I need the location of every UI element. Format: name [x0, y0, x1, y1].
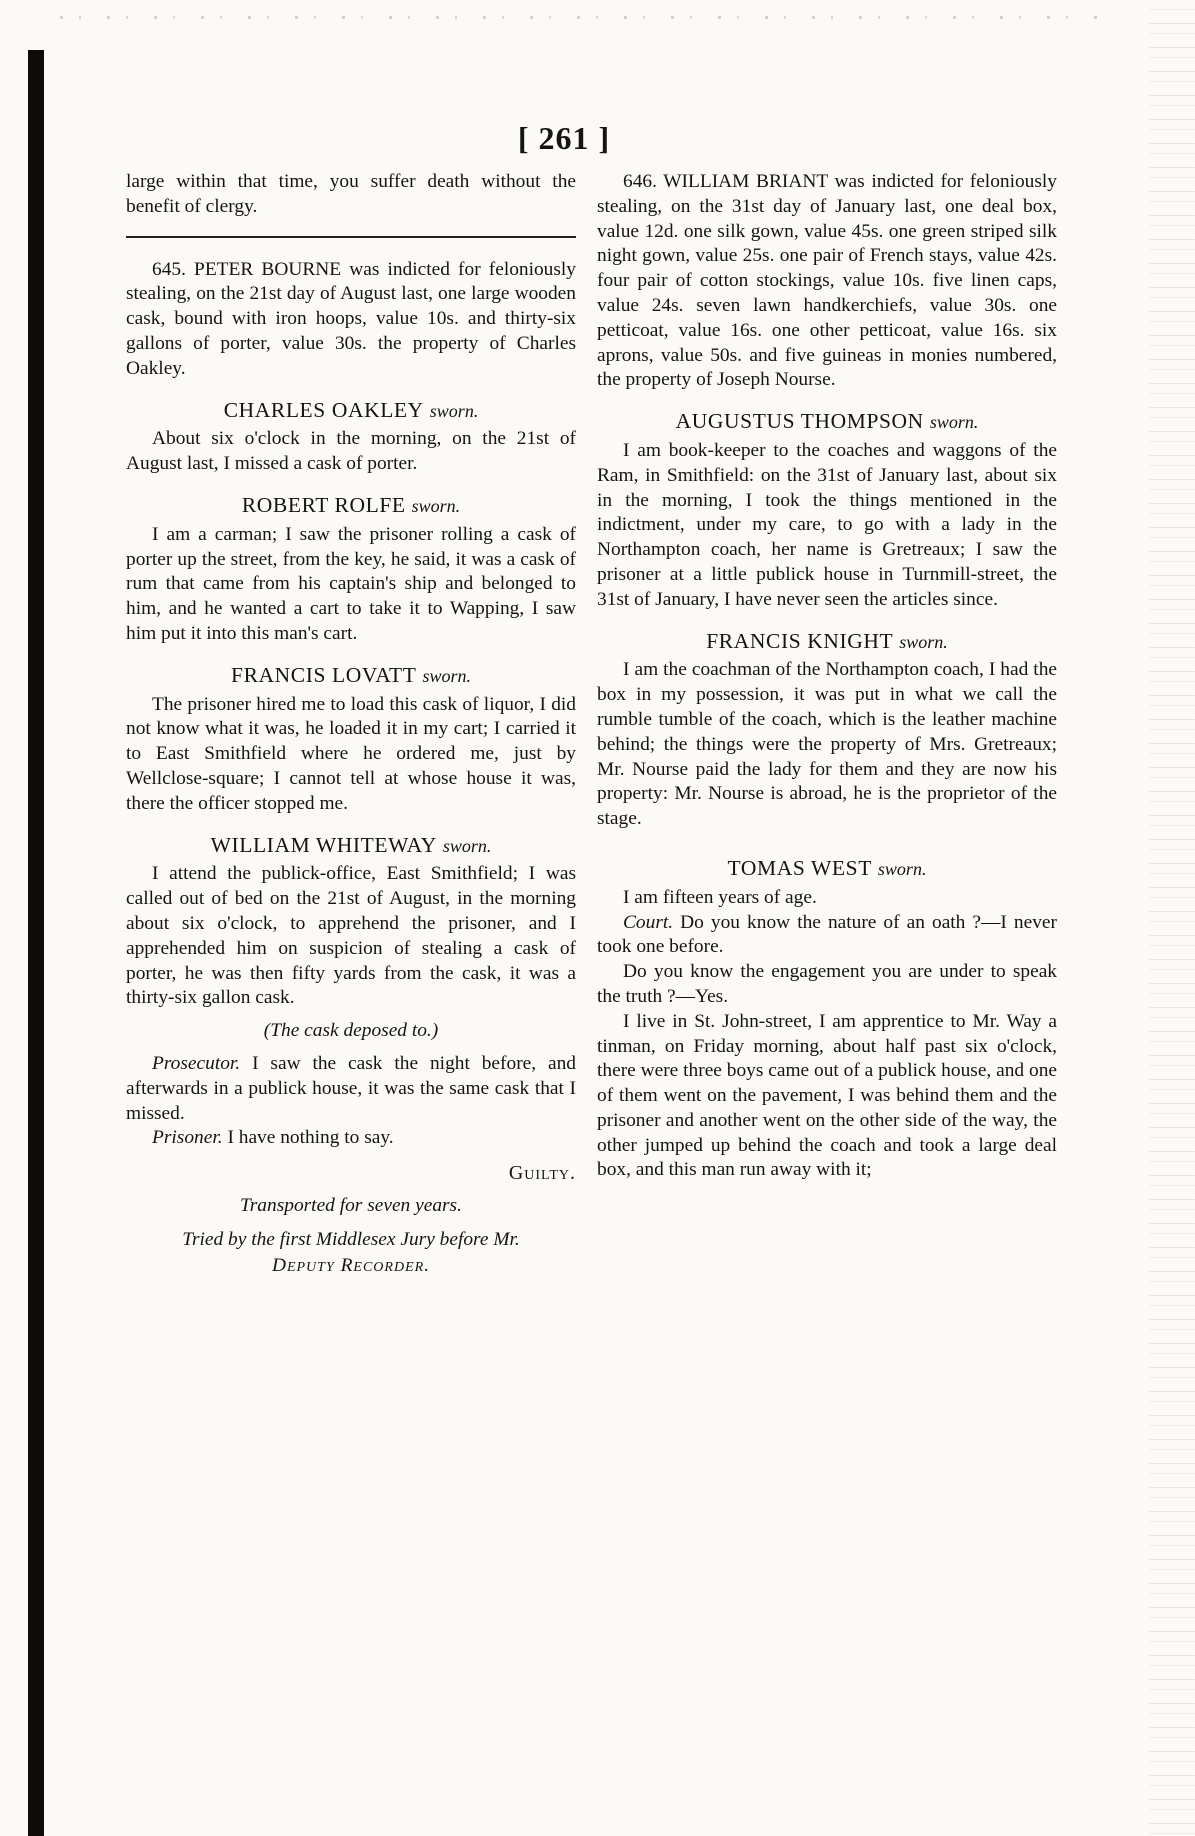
page-edge — [1149, 0, 1195, 1836]
prisoner-statement — [126, 1126, 576, 1151]
witness-name: WILLIAM WHITEWAY — [210, 832, 437, 857]
page-number: [ 261 ] — [517, 120, 611, 156]
witness-name: ROBERT ROLFE — [241, 492, 406, 517]
witness-heading — [597, 629, 1057, 655]
witness-testimony: I am fifteen years of age. — [623, 886, 817, 908]
witness-heading — [126, 663, 576, 689]
witness-testimony: I am the coachman of the Northampton coach, I had the box in my possession, it was put in what we call the rumble tumble of the coach, which is the leather machine behind; the things were the property of Mrs. Gretreaux; Mr. Nourse paid the lady for them and they are now his property: Mr. Nourse is abroad, he is the proprietor of the stage. — [597, 659, 1057, 830]
speaker-text: I have nothing to say. — [227, 1127, 394, 1149]
witness-name: FRANCIS KNIGHT — [706, 628, 894, 653]
sworn-label: sworn. — [442, 835, 492, 856]
witness-heading — [597, 856, 1057, 882]
speaker-label: Court. — [623, 911, 674, 933]
book-spine-shadow — [28, 50, 44, 1836]
sworn-label: sworn. — [411, 495, 461, 516]
witness-heading — [126, 833, 576, 859]
case-646-indictment: 646. WILLIAM BRIANT was indicted for feloniously stealing, on the 31st day of January last, one deal box, value 12d. one silk gown, value 45s. one green striped silk night gown, value 25s. one pair of French stays, value 42s. four pair of cotton stockings, value 10s. five linen caps, value 24s. seven lawn handkerchiefs, value 30s. one petticoat, value 16s. one other petticoat, value 16s. six aprons, value 50s. and five guineas in monies numbered, the property of Joseph Nourse. — [597, 171, 1057, 391]
sworn-label: sworn. — [422, 665, 471, 686]
witness-name: AUGUSTUS THOMPSON — [675, 409, 924, 434]
speaker-text: I saw the cask the night before, and afterwards in a publick house, it was the same cask that I missed. — [126, 1052, 576, 1124]
sentence: Transported for seven years. — [240, 1194, 462, 1216]
speaker-text: Do you know the nature of an oath ?—I never took one before. — [597, 911, 1057, 958]
witness-testimony: I am book-keeper to the coaches and waggons of the Ram, in Smithfield: on the 31st of January last, about six in the morning, I took the things mentioned in the indictment, under my care, to go with a lady in the Northampton coach, her name is Gretreaux; I saw the prisoner at a little publick house in Turnmill-street, the 31st of January, I have never seen the articles since. — [597, 439, 1057, 610]
witness-testimony: About six o'clock in the morning, on the 21st of August last, I missed a cask of porter. — [126, 428, 576, 475]
scan-noise — [60, 16, 1100, 19]
witness-name: CHARLES OAKLEY — [223, 397, 424, 422]
court-question — [597, 911, 1057, 961]
sworn-label: sworn. — [899, 631, 948, 652]
court-question: Do you know the engagement you are under to speak the truth ?—Yes. — [597, 961, 1057, 1007]
case-645-indictment: 645. PETER BOURNE was indicted for feloniously stealing, on the 21st day of August last, one large wooden cask, bound with iron hoops, value 10s. and thirty-six gallons of porter, value 30s. the property of Charles Oakley. — [126, 258, 576, 379]
recorder-name: Deputy Recorder. — [271, 1254, 431, 1276]
speaker-label: Prisoner. — [152, 1127, 223, 1149]
sworn-label: sworn. — [429, 400, 479, 421]
opening-text: large within that time, you suffer death without the benefit of clergy. — [126, 171, 576, 217]
left-column — [126, 170, 576, 1298]
witness-testimony: I attend the publick-office, East Smithfield; I was called out of bed on the 21st of August, in the morning about six o'clock, to apprehend the prisoner, and I apprehended him on suspicion of stealing a cask of porter, he was then fifty yards from the cask, it was a thirty-six gallon cask. — [126, 863, 576, 1009]
witness-testimony: The prisoner hired me to load this cask of liquor, I did not know what it was, he loaded it in my cart; I carried it to East Smithfield where he ordered me, just by Wellclose-square; I cannot tell at whose house it was, there the officer stopped me. — [126, 693, 576, 814]
tried-before-line — [126, 1227, 576, 1279]
sworn-label: sworn. — [929, 412, 979, 433]
prosecutor-statement — [126, 1052, 576, 1126]
tried-text: Tried by the first Middlesex Jury before Mr. — [182, 1228, 520, 1250]
witness-name: TOMAS WEST — [727, 855, 872, 880]
witness-name: FRANCIS LOVATT — [231, 662, 417, 687]
verdict: Guilty. — [508, 1162, 576, 1185]
section-divider — [126, 236, 576, 238]
witness-testimony: I am a carman; I saw the prisoner rolling a cask of porter up the street, from the key, he said, it was a cask of rum that came from his captain's ship and belonged to him, and he wanted a cart to take it to Wapping, I saw him put it into this man's cart. — [126, 523, 576, 644]
witness-testimony: I live in St. John-street, I am apprentice to Mr. Way a tinman, on Friday morning, about half past six o'clock, there were three boys came out of a publick house, and one of them went on the pavement, I was behind them and the prisoner and another went on the other side of the way, the other jumped up behind the coach and took a large deal box, and this man run away with it; — [597, 1010, 1057, 1181]
speaker-label: Prosecutor. — [152, 1052, 241, 1074]
witness-heading — [126, 398, 576, 424]
deposed-note: (The cask deposed to.) — [263, 1020, 439, 1042]
sworn-label: sworn. — [877, 858, 927, 879]
right-column — [597, 170, 1057, 1183]
witness-heading — [126, 493, 576, 519]
witness-heading — [597, 409, 1057, 435]
